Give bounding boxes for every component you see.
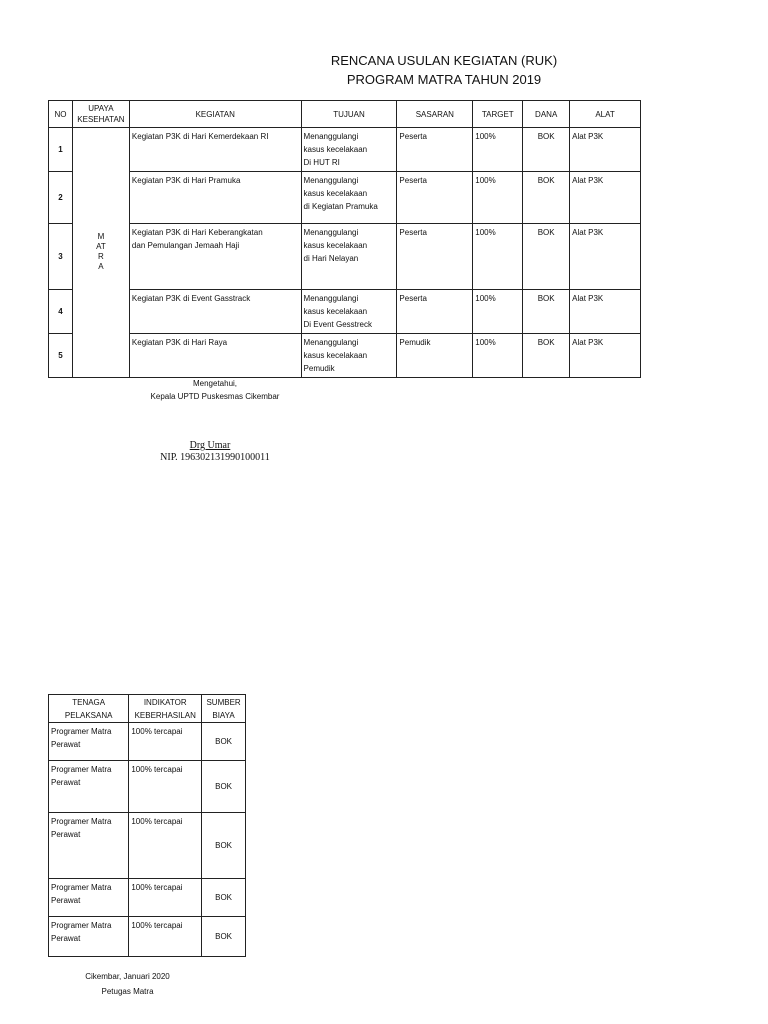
ruk-table	[48, 100, 641, 378]
header-tenaga: TENAGA PELAKSANA	[49, 695, 129, 723]
row-sasaran: Peserta	[397, 128, 473, 172]
row-indikator: 100% tercapai	[129, 723, 202, 761]
row-tujuan: Menanggulangi kasus kecelakaan Pemudik	[301, 334, 397, 378]
table-row	[49, 290, 641, 334]
header-dana: DANA	[523, 101, 570, 128]
row-no: 5	[49, 334, 73, 378]
row-tujuan: Menanggulangi kasus kecelakaan di Hari Nelayan	[301, 224, 397, 290]
row-dana: BOK	[523, 334, 570, 378]
approval-block	[140, 377, 290, 403]
row-dana: BOK	[523, 224, 570, 290]
row-sumber: BOK	[202, 879, 246, 917]
row-sumber: BOK	[202, 917, 246, 957]
row-sumber: BOK	[202, 723, 246, 761]
row-sasaran: Peserta	[397, 290, 473, 334]
row-sasaran: Pemudik	[397, 334, 473, 378]
header-sumber: SUMBER BIAYA	[202, 695, 246, 723]
row-tujuan: Menanggulangi kasus kecelakaan di Kegiatan Pramuka	[301, 172, 397, 224]
table-row	[49, 813, 246, 879]
document-title: RENCANA USULAN KEGIATAN (RUK)	[330, 53, 558, 68]
table-row	[49, 224, 641, 290]
upaya-cell	[72, 128, 129, 378]
header-alat: ALAT	[570, 101, 641, 128]
row-no: 1	[49, 128, 73, 172]
header-sasaran: SASARAN	[397, 101, 473, 128]
row-tujuan: Menanggulangi kasus kecelakaan Di Event Gesstreck	[301, 290, 397, 334]
row-target: 100%	[473, 224, 523, 290]
row-target: 100%	[473, 334, 523, 378]
signatory-nip: NIP. 196302131990100011	[160, 452, 270, 463]
table-header-row	[49, 101, 641, 128]
row-sasaran: Peserta	[397, 172, 473, 224]
row-dana: BOK	[523, 172, 570, 224]
table-row	[49, 128, 641, 172]
row-tenaga: Programer Matra Perawat	[49, 917, 129, 957]
row-alat: Alat P3K	[570, 334, 641, 378]
upaya-label: MATRA	[96, 232, 106, 271]
row-alat: Alat P3K	[570, 290, 641, 334]
row-alat: Alat P3K	[570, 224, 641, 290]
row-no: 2	[49, 172, 73, 224]
row-sumber: BOK	[202, 813, 246, 879]
header-tujuan: TUJUAN	[301, 101, 397, 128]
table-row	[49, 761, 246, 813]
table-header-row	[49, 695, 246, 723]
row-kegiatan: Kegiatan P3K di Hari Raya	[129, 334, 301, 378]
table-row	[49, 334, 641, 378]
header-indikator: INDIKATOR KEBERHASILAN	[129, 695, 202, 723]
row-indikator: 100% tercapai	[129, 917, 202, 957]
table-row	[49, 172, 641, 224]
row-dana: BOK	[523, 290, 570, 334]
row-tujuan: Menanggulangi kasus kecelakaan Di HUT RI	[301, 128, 397, 172]
row-indikator: 100% tercapai	[129, 879, 202, 917]
pelaksana-table	[48, 694, 246, 957]
footer-block	[60, 969, 195, 999]
header-no: NO	[49, 101, 73, 128]
table-row	[49, 917, 246, 957]
row-no: 4	[49, 290, 73, 334]
row-sumber: BOK	[202, 761, 246, 813]
row-no: 3	[49, 224, 73, 290]
footer-place-date: Cikembar, Januari 2020	[85, 972, 170, 981]
row-indikator: 100% tercapai	[129, 761, 202, 813]
row-tenaga: Programer Matra Perawat	[49, 761, 129, 813]
approval-label: Mengetahui,	[192, 379, 238, 388]
table-row	[49, 723, 246, 761]
row-target: 100%	[473, 128, 523, 172]
header-kegiatan: KEGIATAN	[129, 101, 301, 128]
footer-role: Petugas Matra	[101, 987, 154, 996]
row-tenaga: Programer Matra Perawat	[49, 813, 129, 879]
row-tenaga: Programer Matra Perawat	[49, 879, 129, 917]
row-tenaga: Programer Matra Perawat	[49, 723, 129, 761]
row-kegiatan: Kegiatan P3K di Event Gasstrack	[129, 290, 301, 334]
row-kegiatan: Kegiatan P3K di Hari Keberangkatan dan Pemulangan Jemaah Haji	[129, 224, 301, 290]
row-dana: BOK	[523, 128, 570, 172]
header-target: TARGET	[473, 101, 523, 128]
document-subtitle: PROGRAM MATRA TAHUN 2019	[346, 72, 542, 87]
row-alat: Alat P3K	[570, 172, 641, 224]
row-target: 100%	[473, 290, 523, 334]
signatory-name: Drg Umar	[189, 440, 231, 451]
row-target: 100%	[473, 172, 523, 224]
approval-position: Kepala UPTD Puskesmas Cikembar	[150, 392, 280, 401]
row-kegiatan: Kegiatan P3K di Hari Kemerdekaan RI	[129, 128, 301, 172]
row-indikator: 100% tercapai	[129, 813, 202, 879]
table-row	[49, 879, 246, 917]
row-kegiatan: Kegiatan P3K di Hari Pramuka	[129, 172, 301, 224]
header-upaya: UPAYA KESEHATAN	[72, 101, 129, 128]
row-sasaran: Peserta	[397, 224, 473, 290]
row-alat: Alat P3K	[570, 128, 641, 172]
